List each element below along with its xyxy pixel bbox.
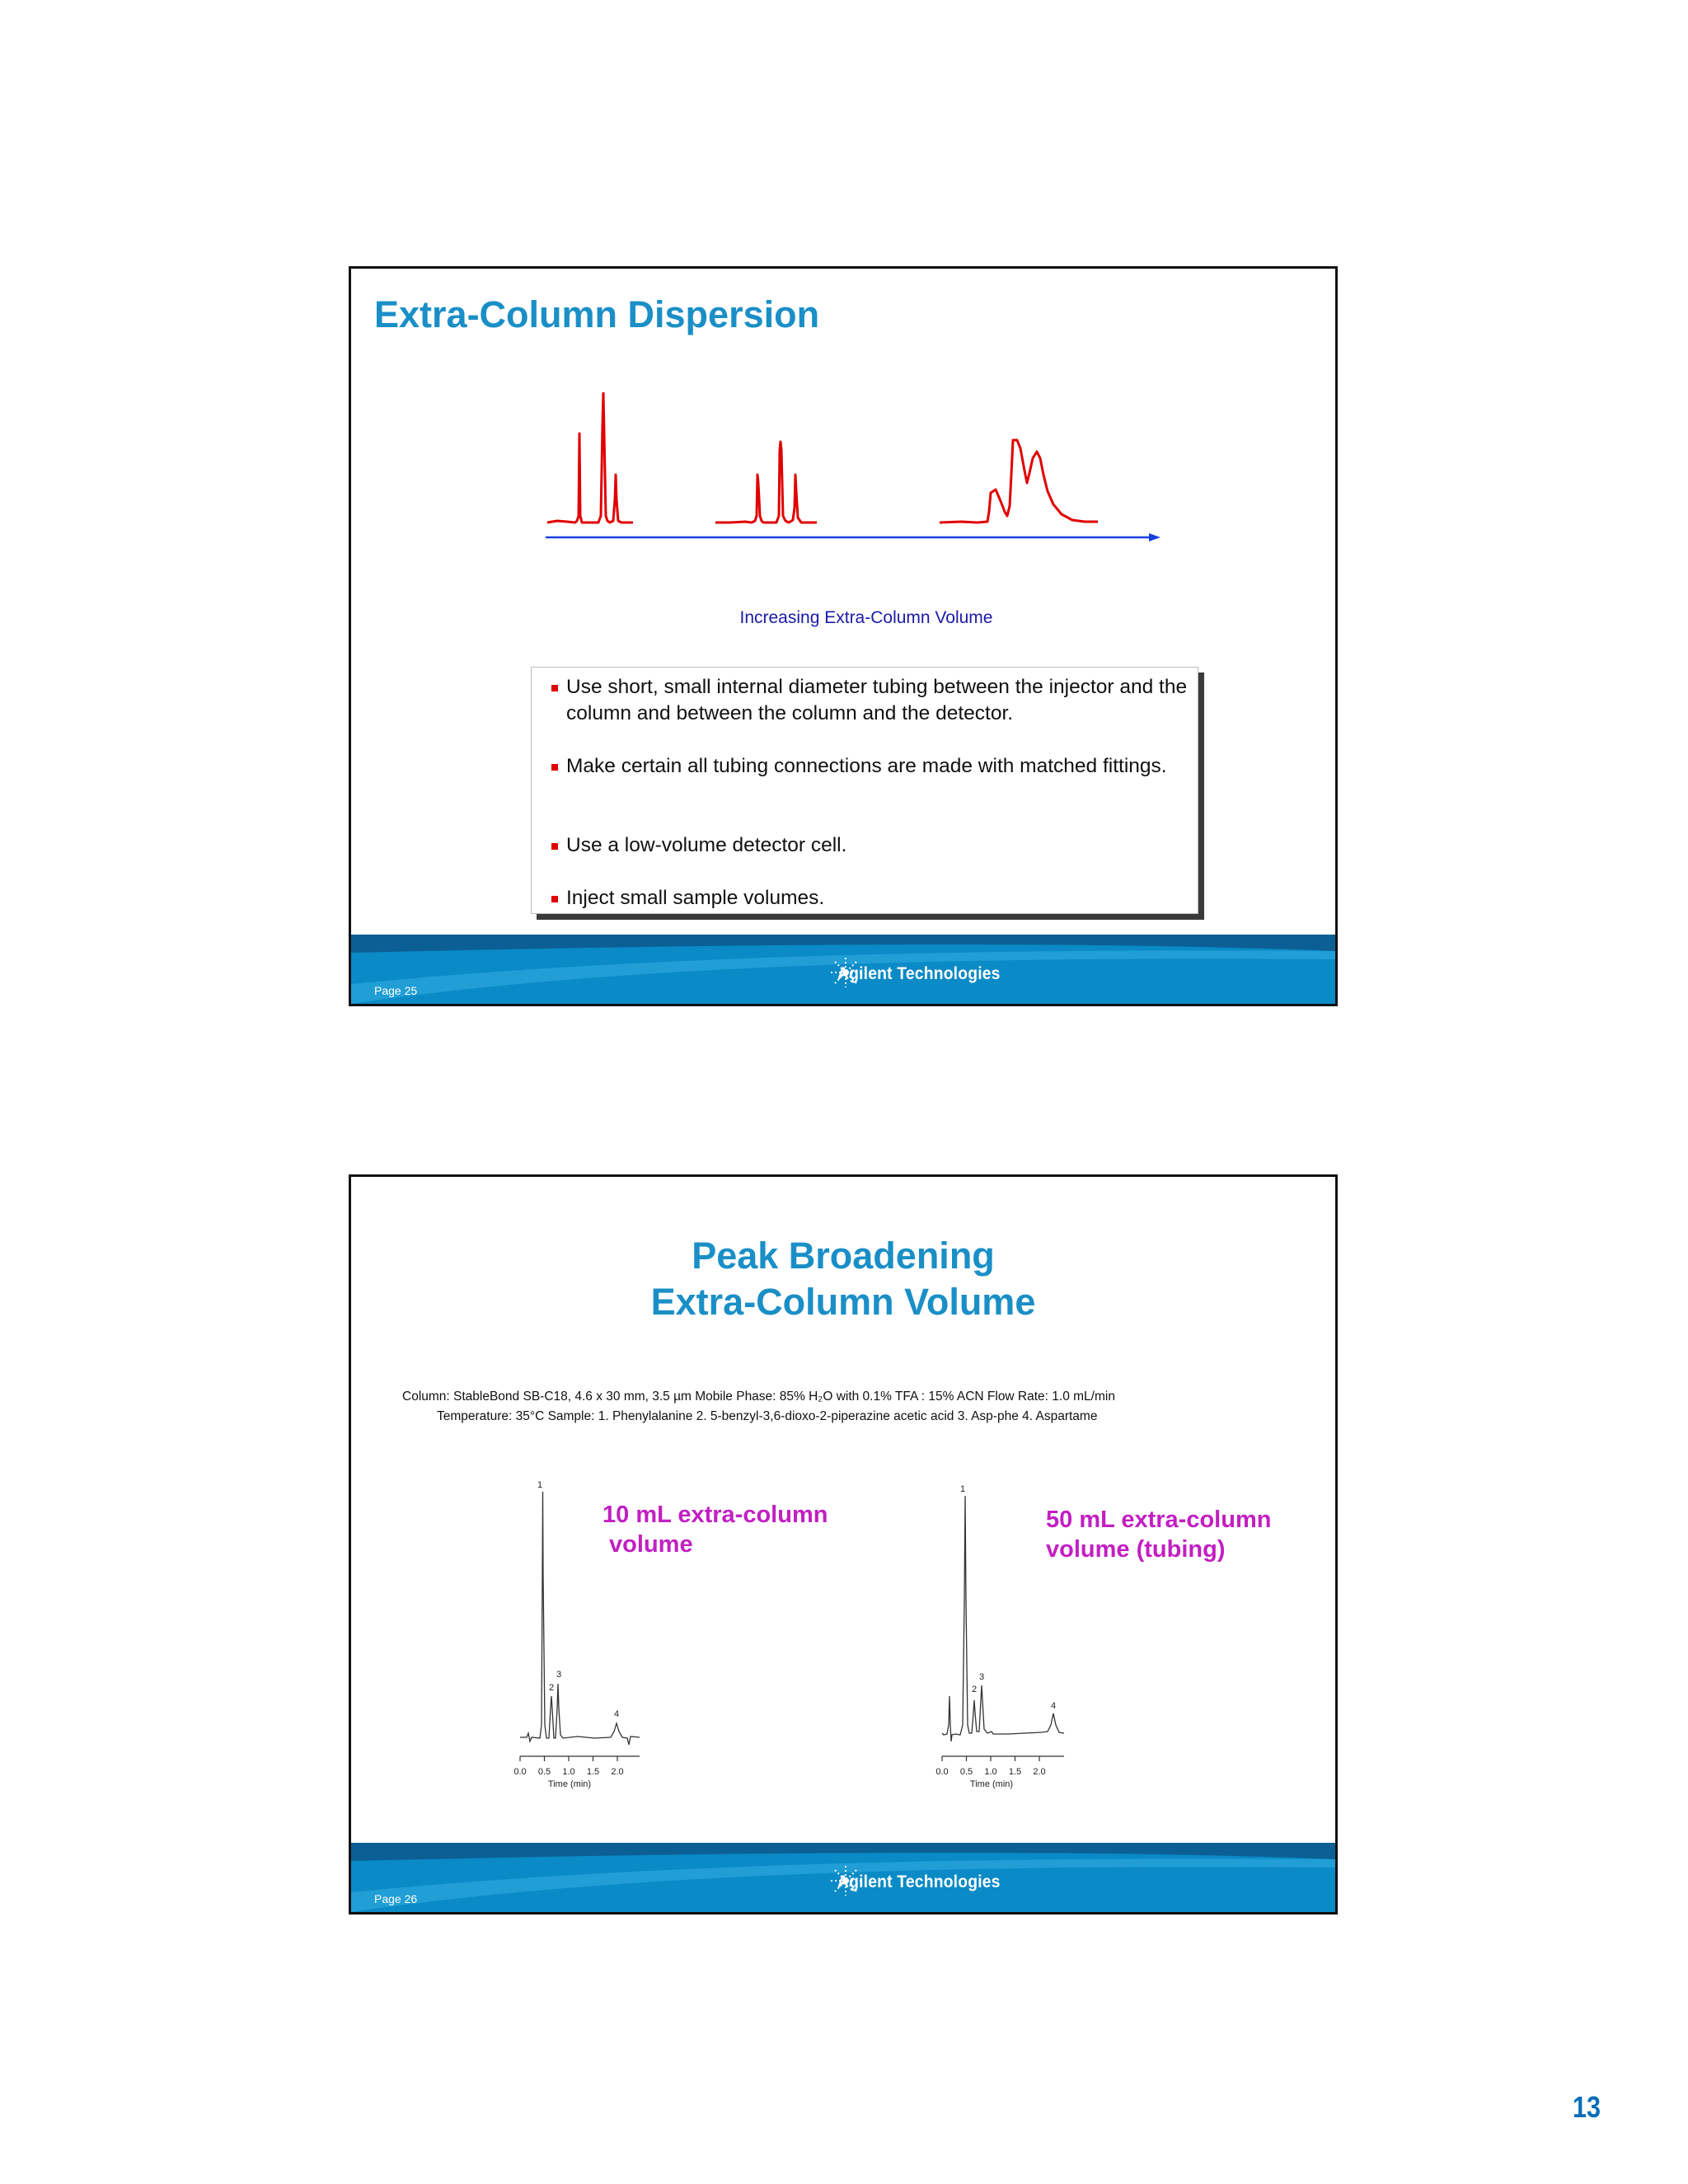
x-axis-caption: Increasing Extra-Column Volume xyxy=(739,608,993,627)
peak-label: 4 xyxy=(614,1709,620,1719)
bullet-box xyxy=(531,667,1198,914)
slide-peak-broadening xyxy=(349,1174,1338,1915)
brand-name: Agilent Technologies xyxy=(837,964,1001,983)
peak-label: 1 xyxy=(960,1484,966,1494)
x-tick: 0.5 xyxy=(537,1767,551,1777)
bullet-marker-icon xyxy=(551,843,558,850)
brand-name: Agilent Technologies xyxy=(837,1872,1001,1891)
x-axis-label: Time (min) xyxy=(969,1779,1014,1789)
bullet-marker-icon xyxy=(551,764,558,771)
bullet-item: Inject small sample volumes. xyxy=(548,885,1199,912)
bullet-item: Use short, small internal diameter tubing between the injector and the column and between the column and the detector. xyxy=(548,674,1199,727)
x-tick: 1.5 xyxy=(586,1767,600,1777)
peak-label: 2 xyxy=(972,1685,978,1694)
x-tick: 1.0 xyxy=(562,1767,575,1777)
agilent-logo xyxy=(829,1864,1015,1900)
agilent-logo xyxy=(829,956,1015,992)
x-tick: 2.0 xyxy=(611,1767,624,1777)
dispersion-chart xyxy=(351,392,1335,549)
conditions-line2: Temperature: 35°C Sample: 1. Phenylalanine 2. 5-benzyl-3,6-dioxo-2-piperazine acetic acid 3. Asp-phe 4. Aspartame xyxy=(437,1409,1098,1423)
x-tick: 0.0 xyxy=(513,1767,527,1777)
trace-medium-volume xyxy=(715,442,817,523)
x-tick: 0.0 xyxy=(935,1767,949,1777)
peak-label: 4 xyxy=(1051,1701,1057,1711)
slide-footer xyxy=(351,1843,1335,1912)
page-number: 13 xyxy=(1573,2090,1601,2124)
slide-title-line1: Peak Broadening xyxy=(692,1235,995,1277)
bullet-marker-icon xyxy=(551,896,558,902)
peak-label: 2 xyxy=(549,1683,555,1693)
slide-footer xyxy=(351,935,1335,1004)
x-axis-label: Time (min) xyxy=(547,1779,592,1789)
trace-high-volume xyxy=(940,440,1098,523)
slide-title: Extra-Column Dispersion xyxy=(374,293,820,335)
x-tick: 1.0 xyxy=(984,1767,997,1777)
bullet-marker-icon xyxy=(551,685,558,691)
bullet-item: Make certain all tubing connections are made with matched fittings. xyxy=(548,753,1199,780)
x-tick: 1.5 xyxy=(1008,1767,1022,1777)
peak-label: 3 xyxy=(979,1672,985,1682)
conditions-line1: Column: StableBond SB-C18, 4.6 x 30 mm, 3.5 µm Mobile Phase: 85% H₂O with 0.1% TFA : 15% ACN Flow Rate: 1.0 mL/min xyxy=(402,1390,1115,1404)
slide-title-line2: Extra-Column Volume xyxy=(650,1281,1036,1323)
bullet-item: Use a low-volume detector cell. xyxy=(548,832,1199,859)
page-label: Page 25 xyxy=(374,984,418,997)
peak-label: 1 xyxy=(537,1480,543,1490)
chromatogram-50ml-label: 50 mL extra-column volume (tubing) xyxy=(1046,1507,1272,1563)
peak-label: 3 xyxy=(556,1670,562,1680)
trace-low-volume xyxy=(547,392,633,523)
chromatogram-10ml-label: 10 mL extra-column volume xyxy=(603,1502,828,1558)
x-tick: 2.0 xyxy=(1033,1767,1046,1777)
slide-extra-column-dispersion xyxy=(349,266,1338,1006)
page-label: Page 26 xyxy=(374,1892,418,1905)
x-tick: 0.5 xyxy=(959,1767,973,1777)
